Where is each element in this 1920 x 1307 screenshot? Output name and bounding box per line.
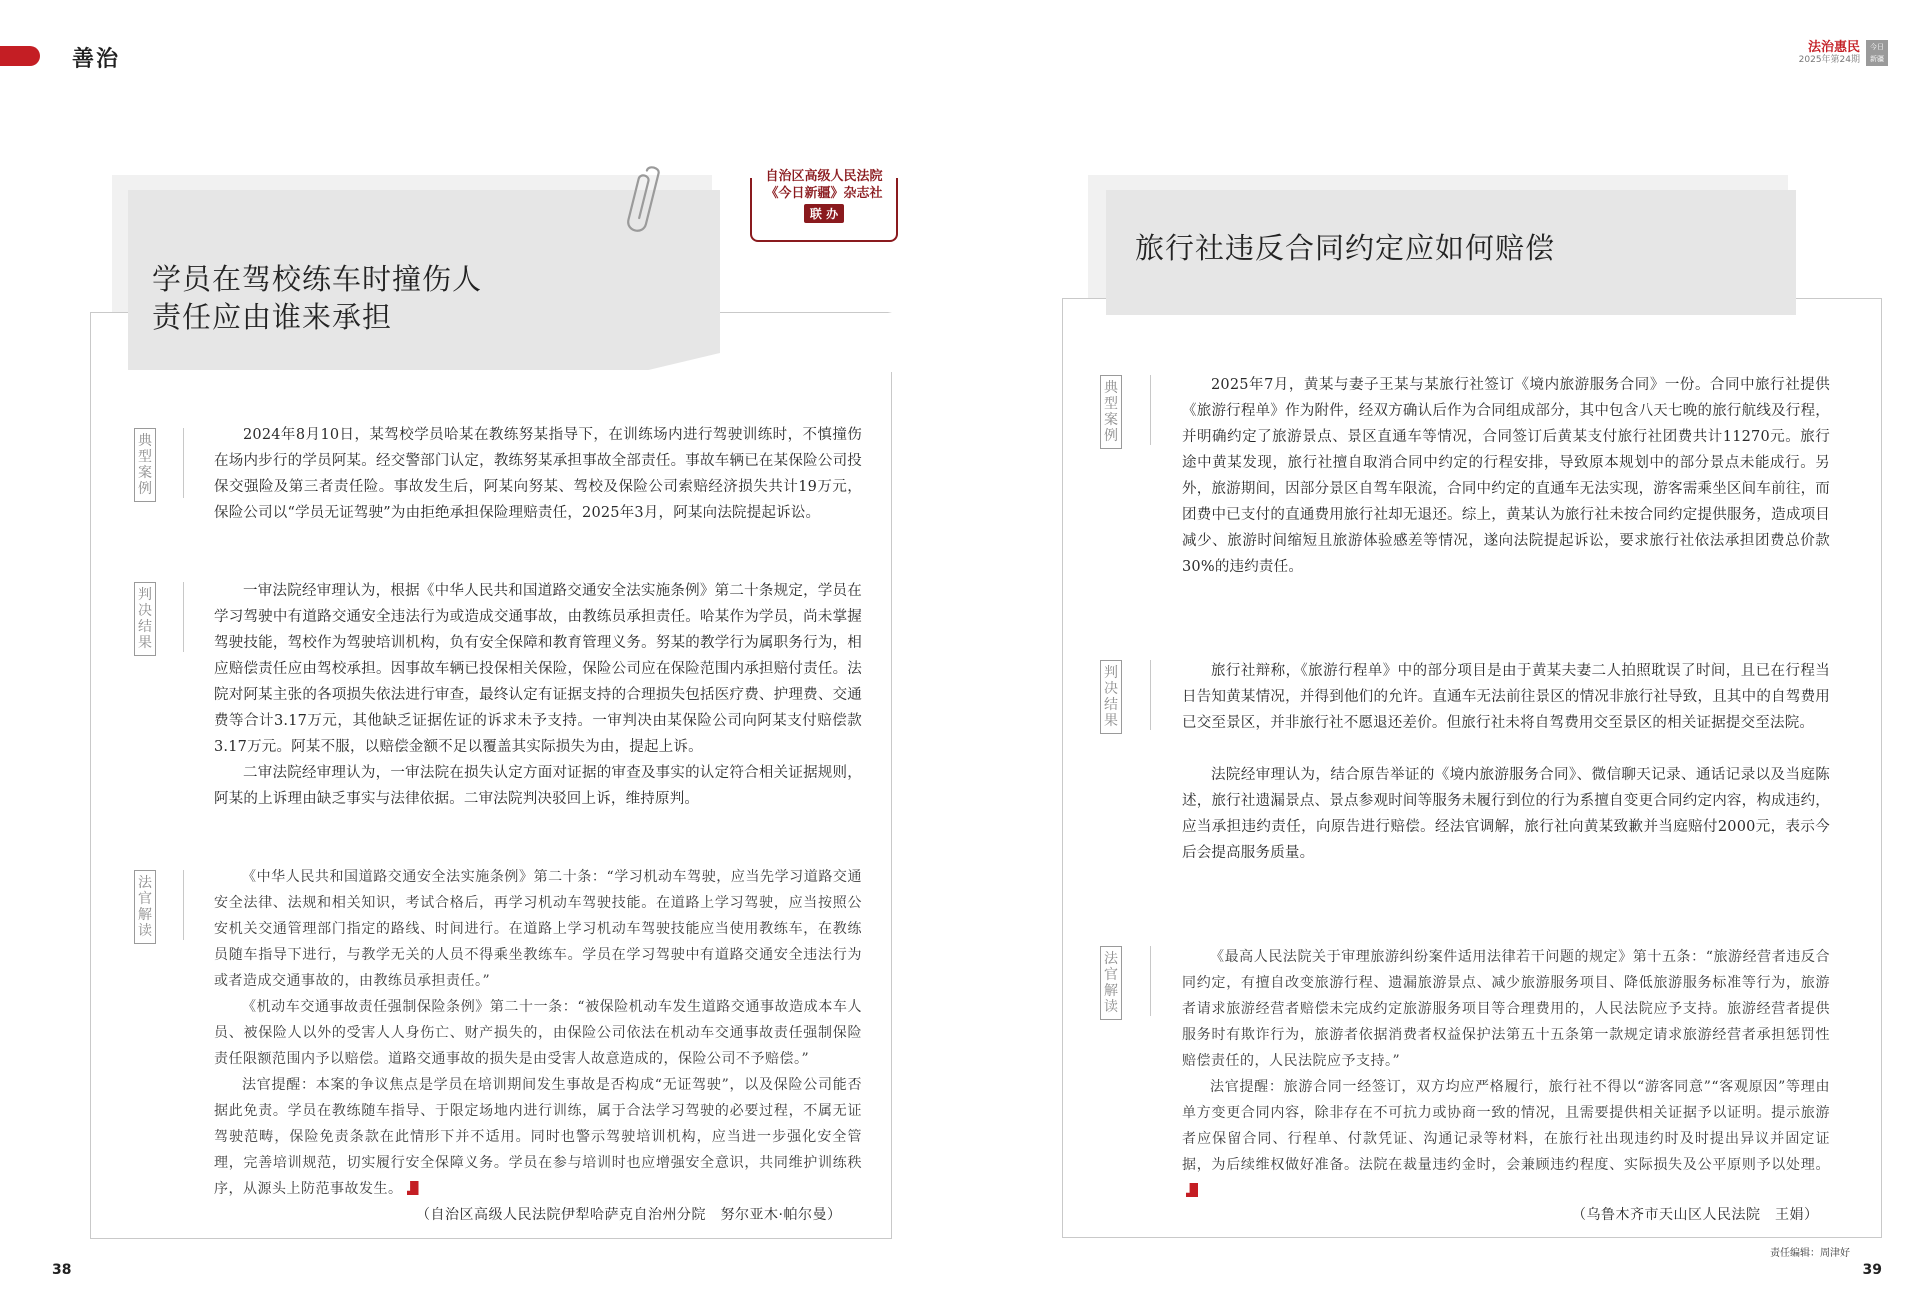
right-reading-label: 法官解读	[1100, 946, 1122, 1020]
right-reading-bracket	[1150, 946, 1158, 1016]
left-case-text: 2024年8月10日，某驾校学员哈某在教练努某指导下，在训练场内进行驾驶训练时，不慎撞伤在场内步行的学员阿某。经交警部门认定，教练努某承担事故全部责任。事故车辆已在某保险公司投保交强险及第三者责任险。事故发生后，阿某向努某、驾校及保险公司索赔经济损失共计19万元，保险公司以“学员无证驾驶”为由拒绝承担保险理赔责任，2025年3月，阿某向法院提起诉讼。	[214, 427, 862, 521]
right-law-article-tourism: 《最高人民法院关于审理旅游纠纷案件适用法律若干问题的规定》第十五条：“旅游经营者违反合同约定，有擅自改变旅游行程、遗漏旅游景点、减少旅游服务项目、降低旅游服务标准等行为，旅游者请求旅游经营者赔偿未完成约定旅游服务项目等合理费用的，人民法院应予支持。旅游经营者提供服务时有欺诈行为，旅游者依据消费者权益保护法第五十五条第一款规定请求旅游经营者承担惩罚性赔偿责任的，人民法院应予支持。”	[1182, 949, 1830, 1069]
left-judgment-bracket	[183, 582, 191, 652]
left-author-signature: （自治区高级人民法院伊犁哈萨克自治州分院 努尔亚木·帕尔曼）	[416, 1207, 842, 1223]
paperclip-icon	[625, 163, 665, 243]
right-judgment-label: 判决结果	[1100, 660, 1122, 734]
left-title-line-1: 学员在驾校练车时撞伤人	[152, 262, 483, 296]
left-law-article-insurance: 《机动车交通事故责任强制保险条例》第二十一条：“被保险机动车发生道路交通事故造成本车人员、被保险人以外的受害人人身伤亡、财产损失的，由保险公司依法在机动车交通事故责任强制保险责任限额范围内予以赔偿。道路交通事故的损失是由受害人故意造成的，保险公司不予赔偿。”	[214, 999, 862, 1067]
responsible-editor: 责任编辑：周津好	[1770, 1248, 1850, 1259]
issue-number: 2025年第24期	[1798, 55, 1860, 65]
section-title: 善治	[72, 46, 121, 72]
right-judge-reminder	[1182, 1074, 1830, 1204]
badge-line-2: 新疆	[1870, 55, 1884, 63]
co-organizer-stamp	[750, 169, 898, 242]
left-reading-label: 法官解读	[134, 870, 156, 944]
left-judge-reminder-text: 法官提醒：本案的争议焦点是学员在培训期间发生事故是否构成“无证驾驶”，以及保险公司能否据此免责。学员在教练随车指导、于限定场地内进行训练，属于合法学习驾驶的必要过程，不属无证驾驶范畴，保险免责条款在此情形下并不适用。同时也警示驾驶培训机构，应当进一步强化安全管理，完善培训规范，切实履行安全保障义务。学员在参与培训时也应增强安全意识，共同维护训练秩序，从源头上防范事故发生。	[214, 1077, 862, 1197]
right-judgment-defense: 旅行社辩称，《旅游行程单》中的部分项目是由于黄某夫妻二人拍照耽误了时间，且已在行程当日告知黄某情况，并得到他们的允许。直通车无法前往景区的情况非旅行社导致，且其中的自驾费用已交至景区，并非旅行社不愿退还差价。但旅行社未将自驾费用交至景区的相关证据提交至法院。	[1182, 663, 1830, 731]
magazine-logo-badge	[1866, 40, 1888, 66]
page-number-left: 38	[52, 1262, 72, 1278]
brand-name: 法治惠民	[1807, 40, 1860, 55]
left-title-line-2: 责任应由谁来承担	[152, 300, 393, 334]
right-judge-reminder-text: 法官提醒：旅游合同一经签订，双方均应严格履行，旅行社不得以“游客同意”“客观原因”等理由单方变更合同内容，除非存在不可抗力或协商一致的情况，且需要提供相关证据予以证明。提示旅游者应保留合同、行程单、付款凭证、沟通记录等材料，在旅行社出现违约时及时提出异议并固定证据，为后续维权做好准备。法院在裁量违约金时，会兼顾违约程度、实际损失及公平原则予以处理。	[1182, 1079, 1830, 1173]
right-case-label: 典型案例	[1100, 375, 1122, 449]
right-judgment-bracket	[1150, 660, 1158, 730]
right-article-title: 旅行社违反合同约定应如何赔偿	[1135, 231, 1556, 265]
right-case-text: 2025年7月，黄某与妻子王某与某旅行社签订《境内旅游服务合同》一份。合同中旅行社提供《旅游行程单》作为附件，经双方确认后作为合同组成部分，其中包含八天七晚的旅行航线及行程，并明确约定了旅游景点、景区直通车等情况，合同签订后黄某支付旅行社团费共计11270元。旅行途中黄某发现，旅行社擅自取消合同中约定的行程安排，导致原本规划中的部分景点未能成行。另外，旅游期间，因部分景区自驾车限流，合同中约定的直通车无法实现，游客需乘坐区间车前往，而团费中已支付的直通费用旅行社却无退还。综上，黄某认为旅行社未按合同约定提供服务，造成项目减少、旅游时间缩短且旅游体验感差等情况，遂向法院提起诉讼，要求旅行社依法承担团费总价款30%的违约责任。	[1182, 377, 1830, 575]
left-judgment-first-instance: 一审法院经审理认为，根据《中华人民共和国道路交通安全法实施条例》第二十条规定，学员在学习驾驶中有道路交通安全违法行为或造成交通事故，由教练员承担责任。哈某作为学员，尚未掌握驾驶技能，驾校作为驾驶培训机构，负有安全保障和教育管理义务。努某的教学行为属职务行为，相应赔偿责任应由驾校承担。因事故车辆已投保相关保险，保险公司应在保险范围内承担赔付责任。法院对阿某主张的各项损失依法进行审查，最终认定有证据支持的合理损失包括医疗费、护理费、交通费等合计3.17万元，其他缺乏证据佐证的诉求未予支持。一审判决由某保险公司向阿某支付赔偿款3.17万元。阿某不服，以赔偿金额不足以覆盖其实际损失为由，提起上诉。	[214, 583, 862, 755]
left-case-label: 典型案例	[134, 428, 156, 502]
end-mark-icon	[407, 1181, 419, 1195]
left-judge-reminder	[214, 1072, 862, 1202]
section-tab-marker	[0, 46, 40, 66]
left-judgment-label: 判决结果	[134, 582, 156, 656]
stamp-badge: 联 办	[804, 204, 844, 223]
left-article-title	[152, 260, 482, 336]
left-judgment-second-instance: 二审法院经审理认为，一审法院在损失认定方面对证据的审查及事实的认定符合相关证据规则，阿某的上诉理由缺乏事实与法律依据。二审法院判决驳回上诉，维持原判。	[214, 765, 862, 807]
stamp-line-2: 《今日新疆》杂志社	[752, 185, 896, 202]
magazine-brand	[1799, 40, 1888, 66]
stamp-line-1: 自治区高级人民法院	[752, 168, 896, 185]
left-law-article-road-safety: 《中华人民共和国道路交通安全法实施条例》第二十条：“学习机动车驾驶，应当先学习道路交通安全法律、法规和相关知识，考试合格后，再学习机动车驾驶技能。在道路上学习驾驶，应当按照公安机关交通管理部门指定的路线、时间进行。在道路上学习机动车驾驶技能应当使用教练车，在教练员随车指导下进行，与教学无关的人员不得乘坐教练车。学员在学习驾驶中有道路交通安全违法行为或者造成交通事故的，由教练员承担责任。”	[214, 869, 862, 989]
left-case-bracket	[183, 428, 191, 498]
end-mark-icon	[1186, 1183, 1198, 1197]
right-author-signature: （乌鲁木齐市天山区人民法院 王娟）	[1572, 1207, 1819, 1223]
page-number-right: 39	[1862, 1262, 1882, 1278]
right-case-bracket	[1150, 375, 1158, 445]
badge-line-1: 今日	[1870, 43, 1884, 51]
right-judgment-ruling: 法院经审理认为，结合原告举证的《境内旅游服务合同》、微信聊天记录、通话记录以及当庭陈述，旅行社遗漏景点、景点参观时间等服务未履行到位的行为系擅自变更合同约定内容，构成违约，应当承担违约责任，向原告进行赔偿。经法官调解，旅行社向黄某致歉并当庭赔付2000元，表示今后会提高服务质量。	[1182, 767, 1830, 861]
left-reading-bracket	[183, 870, 191, 940]
